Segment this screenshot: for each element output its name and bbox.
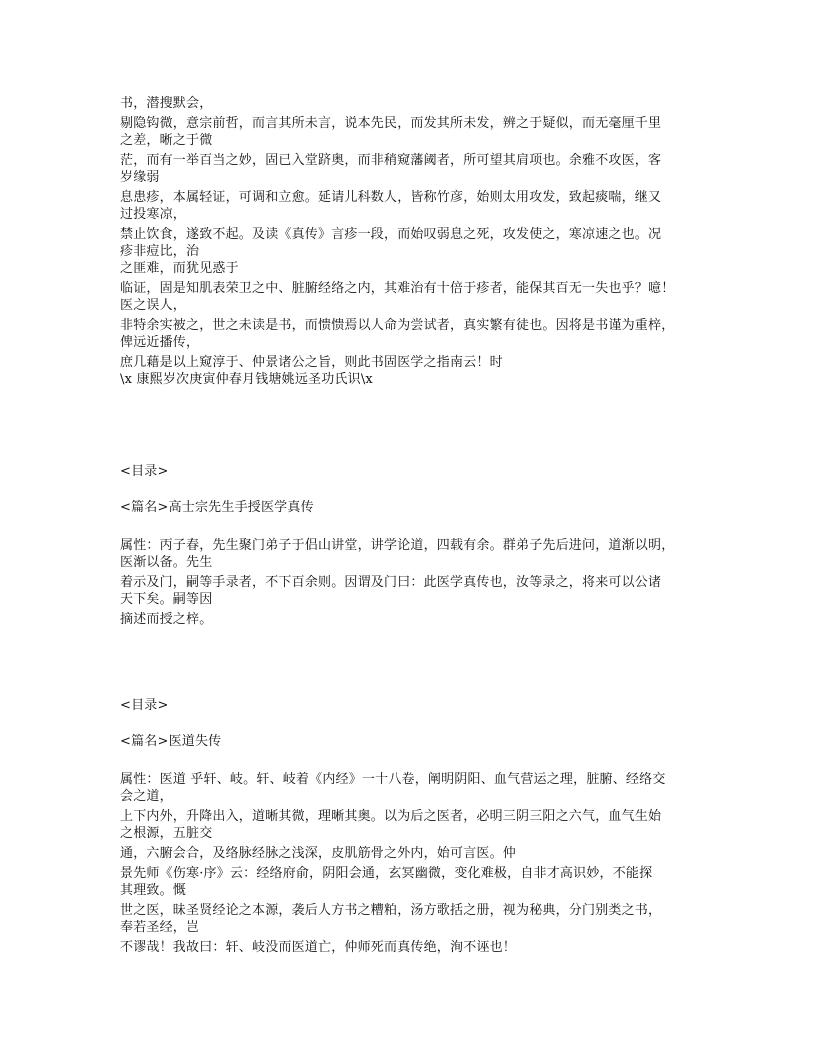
preface-line: 之匪难，而犹见惑于 xyxy=(120,261,239,276)
chapter-title: <篇名>高士宗先生手授医学真传 xyxy=(120,500,314,515)
preface-line: 医之误人， xyxy=(120,298,187,313)
preface-line: 临证，固是知肌表荣卫之中、脏腑经络之内，其难治有十倍于疹者，能保其百无一失也乎？噫！ xyxy=(120,281,675,296)
section-line: 属性：丙子春，先生聚门弟子于侣山讲堂，讲学论道，四载有余。群弟子先后进问，道渐以明， xyxy=(120,538,675,553)
section-line: 不谬哉！我故曰：轩、岐没而医道亡，仲师死而真传绝，洵不诬也！ xyxy=(120,940,517,955)
chapter-title: <篇名>医道失传 xyxy=(120,734,222,749)
section-line: 上下内外，升降出入，道晰其微，理晰其奥。以为后之医者，必明三阴三阳之六气，血气生始 xyxy=(120,809,662,824)
section-line: 景先师《伤寒·序》云：经络府俞，阴阳会通，玄冥幽微，变化难极，自非才高识妙，不能探 xyxy=(120,866,653,881)
toc-marker: <目录> xyxy=(120,698,169,713)
preface-line: 岁缘弱 xyxy=(120,170,160,185)
preface-line: 剔隐钩微，意宗前哲，而言其所未言，说本先民，而发其所未发，辨之于疑似，而无毫厘千里 xyxy=(120,116,662,131)
preface-signature: \x 康熙岁次庚寅仲春月钱塘姚远圣功氏识\x xyxy=(120,372,373,387)
section-line: 其理致。慨 xyxy=(120,883,187,898)
preface-line: 俾远近播传， xyxy=(120,335,200,350)
section-line: 摘述而授之梓。 xyxy=(120,612,213,627)
section-line: 天下矣。嗣等因 xyxy=(120,592,213,607)
preface-line: 息患疹，本属轻证，可调和立愈。延请儿科数人，皆称竹彦，始则太用攻发，致起痰喘，继又 xyxy=(120,190,662,205)
section-line: 之根源，五脏交 xyxy=(120,826,213,841)
preface-line: 非特余实被之，世之未读是书，而愦愦焉以人命为尝试者，真实繁有徒也。因将是书谨为重梓， xyxy=(120,318,675,333)
preface-line: 疹非痘比，治 xyxy=(120,244,200,259)
section-line: 着示及门，嗣等手录者，不下百余则。因谓及门曰：此医学真传也，汝等录之，将来可以公诸 xyxy=(120,575,662,590)
section-line: 医渐以备。先生 xyxy=(120,555,213,570)
preface-line: 禁止饮食，遂致不起。及读《真传》言疹一段，而始叹弱息之死，攻发使之，寒凉速之也。况 xyxy=(120,227,662,242)
section-line: 奉若圣经，岂 xyxy=(120,920,200,935)
preface-line: 过投寒凉， xyxy=(120,207,187,222)
preface-line: 书，潜搜默会， xyxy=(120,96,213,111)
section-line: 属性：医道 乎轩、岐。轩、岐着《内经》一十八卷，阐明阴阳、血气营运之理，脏腑、经络交 xyxy=(120,772,666,787)
preface-line: 茫，而有一举百当之妙，固已入堂跻奥，而非稍窥藩阈者，所可望其肩项也。余雅不攻医，客 xyxy=(120,153,662,168)
toc-marker: <目录> xyxy=(120,464,169,479)
preface-line: 之差，晰之于微 xyxy=(120,133,213,148)
preface-line: 庶几藉是以上窥淳于、仲景诸公之旨，则此书固医学之指南云！时 xyxy=(120,355,503,370)
section-line: 会之道， xyxy=(120,789,173,804)
section-line: 通，六腑会合，及络脉经脉之浅深，皮肌筋骨之外内，始可言医。仲 xyxy=(120,846,517,861)
section-line: 世之医，昧圣贤经论之本源，袭后人方书之糟粕，汤方歌括之册，视为秘典，分门别类之书， xyxy=(120,903,662,918)
